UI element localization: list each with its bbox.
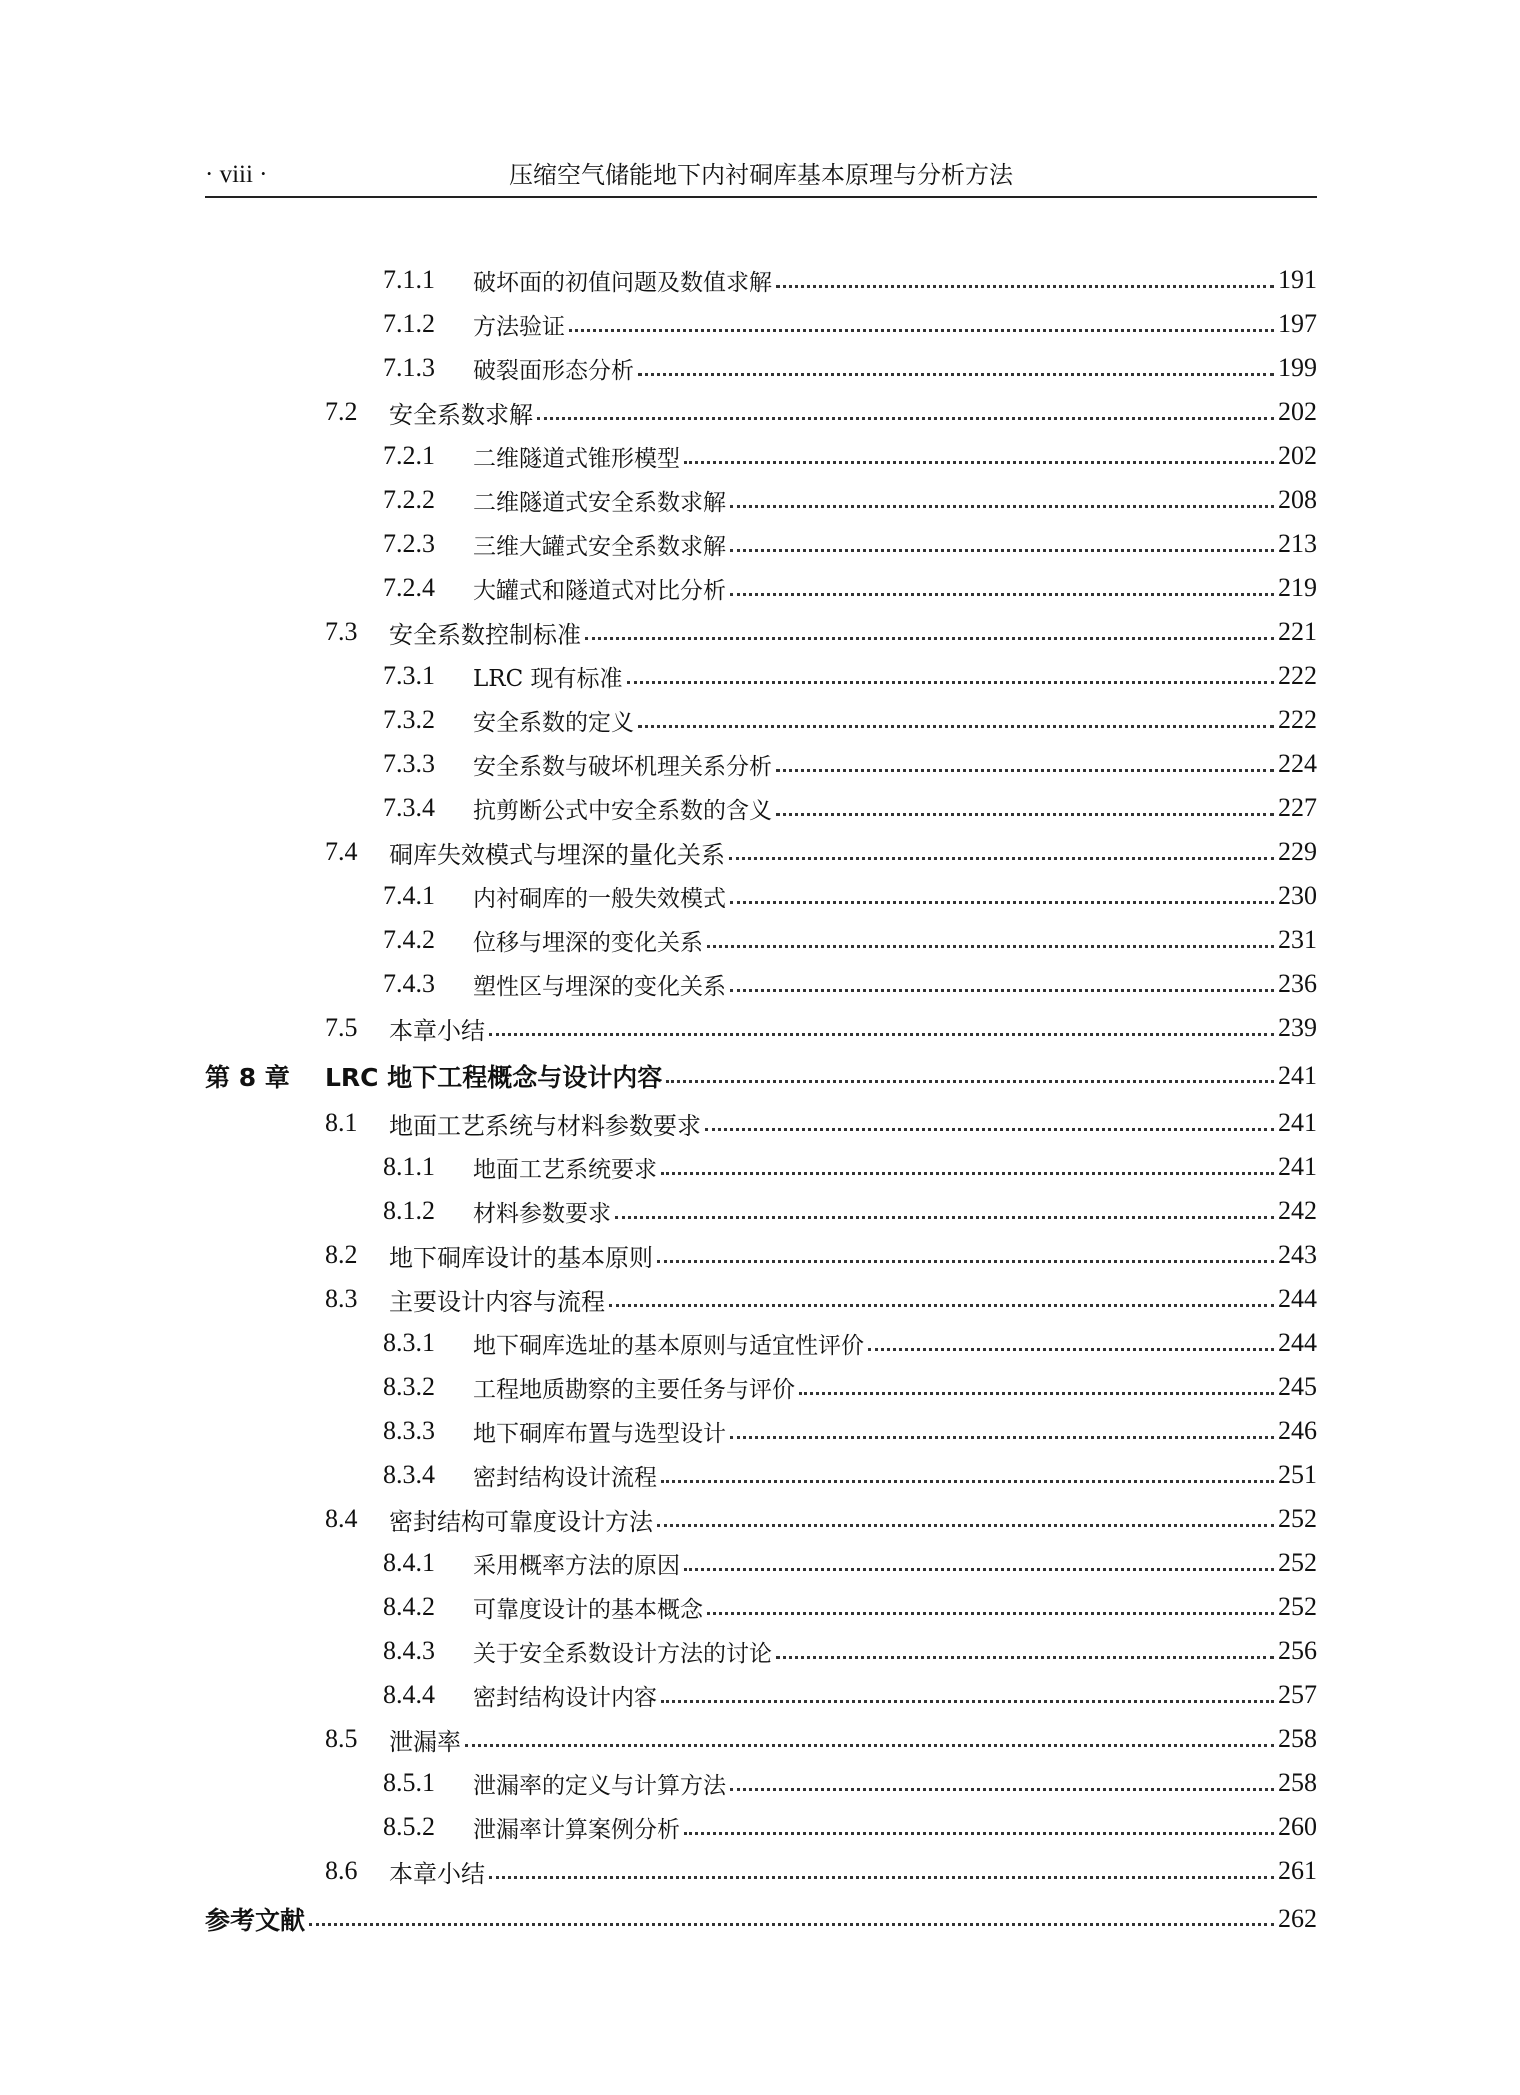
dot-leader — [707, 1610, 1274, 1615]
toc-entry-number: 7.3.2 — [383, 705, 435, 734]
dot-leader — [730, 1786, 1274, 1791]
toc-entry-title: 地面工艺系统与材料参数要求 — [389, 1111, 701, 1140]
toc-entry-number: 8.3.4 — [383, 1460, 435, 1489]
toc-entry-page: 245 — [1278, 1372, 1317, 1401]
toc-entry-number: 8.4.2 — [383, 1592, 435, 1621]
dot-leader — [684, 1830, 1274, 1835]
toc-entry-page: 243 — [1278, 1240, 1317, 1269]
toc-entry-title: 二维隧道式锥形模型 — [473, 445, 680, 472]
toc-entry-number: 7.2.3 — [383, 529, 435, 558]
toc-entry-title: 安全系数求解 — [389, 400, 533, 429]
toc-entry[interactable] — [205, 566, 1317, 610]
toc-entry[interactable] — [205, 1050, 1317, 1101]
toc-entry-page: 252 — [1278, 1548, 1317, 1577]
toc-entry[interactable] — [205, 962, 1317, 1006]
toc-entry-page: 257 — [1278, 1680, 1317, 1709]
toc-entry-page: 213 — [1278, 529, 1317, 558]
toc-entry[interactable] — [205, 1805, 1317, 1849]
toc-entry[interactable] — [205, 918, 1317, 962]
toc-entry[interactable] — [205, 1893, 1317, 1944]
toc-entry[interactable] — [205, 742, 1317, 786]
toc-entry-title: 泄漏率的定义与计算方法 — [473, 1772, 726, 1799]
toc-entry[interactable] — [205, 1189, 1317, 1233]
dot-leader — [657, 1258, 1274, 1263]
dot-leader — [661, 1478, 1274, 1483]
toc-entry[interactable] — [205, 1761, 1317, 1805]
toc-entry-page: 219 — [1278, 573, 1317, 602]
toc-entry[interactable] — [205, 1365, 1317, 1409]
dot-leader — [569, 327, 1274, 332]
toc-entry-number: 8.5.2 — [383, 1812, 435, 1841]
toc-entry[interactable] — [205, 1541, 1317, 1585]
toc-entry-page: 261 — [1278, 1856, 1317, 1885]
dot-leader — [684, 1566, 1274, 1571]
toc-entry-title: 地下硐库设计的基本原则 — [389, 1243, 653, 1272]
dot-leader — [666, 1078, 1274, 1083]
toc-entry-page: 197 — [1278, 309, 1317, 338]
toc-entry-page: 231 — [1278, 925, 1317, 954]
toc-entry[interactable] — [205, 1321, 1317, 1365]
toc-entry-page: 258 — [1278, 1724, 1317, 1753]
toc-entry-title: 可靠度设计的基本概念 — [473, 1596, 703, 1623]
toc-entry-title: 密封结构设计流程 — [473, 1464, 657, 1491]
dot-leader — [585, 635, 1274, 640]
dot-leader — [868, 1346, 1274, 1351]
toc-entry-page: 202 — [1278, 441, 1317, 470]
dot-leader — [465, 1742, 1274, 1747]
toc-entry-number: 7.1.1 — [383, 265, 435, 294]
toc-entry[interactable] — [205, 478, 1317, 522]
toc-entry-title: 破坏面的初值问题及数值求解 — [473, 269, 772, 296]
toc-entry[interactable] — [205, 1849, 1317, 1893]
toc-entry-number: 8.6 — [325, 1856, 358, 1885]
toc-entry-title: 参考文献 — [205, 1905, 306, 1935]
toc-entry-title: LRC 地下工程概念与设计内容 — [325, 1062, 663, 1092]
toc-entry[interactable] — [205, 522, 1317, 566]
toc-entry-title: 密封结构设计内容 — [473, 1684, 657, 1711]
toc-entry-page: 241 — [1278, 1152, 1317, 1181]
toc-entry-page: 199 — [1278, 353, 1317, 382]
toc-entry-title: 工程地质勘察的主要任务与评价 — [473, 1376, 795, 1403]
toc-entry-page: 244 — [1278, 1328, 1317, 1357]
toc-entry-title: 泄漏率计算案例分析 — [473, 1816, 680, 1843]
toc-entry-title: 塑性区与埋深的变化关系 — [473, 973, 726, 1000]
toc-entry-title: 破裂面形态分析 — [473, 357, 634, 384]
dot-leader — [730, 547, 1274, 552]
toc-entry-page: 191 — [1278, 265, 1317, 294]
toc-entry-title: 硐库失效模式与埋深的量化关系 — [389, 840, 725, 869]
dot-leader — [776, 767, 1274, 772]
toc-entry-page: 241 — [1278, 1060, 1317, 1090]
toc-entry[interactable] — [205, 1409, 1317, 1453]
toc-entry-title: 安全系数控制标准 — [389, 620, 581, 649]
toc-entry-title: 泄漏率 — [389, 1727, 461, 1756]
toc-entry[interactable] — [205, 698, 1317, 742]
dot-leader — [730, 591, 1274, 596]
toc-entry-number: 8.4.3 — [383, 1636, 435, 1665]
toc-entry-number: 8.1 — [325, 1108, 358, 1137]
dot-leader — [638, 723, 1274, 728]
toc-entry[interactable] — [205, 434, 1317, 478]
toc-entry-page: 224 — [1278, 749, 1317, 778]
toc-entry[interactable] — [205, 258, 1317, 302]
toc-entry-title: 密封结构可靠度设计方法 — [389, 1507, 653, 1536]
dot-leader — [730, 987, 1274, 992]
toc-entry-title: LRC 现有标准 — [473, 665, 623, 692]
dot-leader — [609, 1302, 1274, 1307]
toc-entry[interactable] — [205, 1497, 1317, 1541]
toc-entry-number: 8.4 — [325, 1504, 358, 1533]
page-number: · viii · — [205, 161, 268, 188]
toc-entry-number: 8.2 — [325, 1240, 358, 1269]
toc-entry-page: 241 — [1278, 1108, 1317, 1137]
toc-entry-page: 221 — [1278, 617, 1317, 646]
toc-entry[interactable] — [205, 654, 1317, 698]
toc-entry-title: 主要设计内容与流程 — [389, 1287, 605, 1316]
dot-leader — [661, 1698, 1274, 1703]
toc-entry[interactable] — [205, 1585, 1317, 1629]
toc-entry-number: 7.5 — [325, 1013, 358, 1042]
toc-entry-page: 230 — [1278, 881, 1317, 910]
toc-entry-page: 202 — [1278, 397, 1317, 426]
toc-entry-page: 227 — [1278, 793, 1317, 822]
toc-entry[interactable] — [205, 1673, 1317, 1717]
toc-entry-number: 8.3.1 — [383, 1328, 435, 1357]
dot-leader — [799, 1390, 1274, 1395]
dot-leader — [730, 503, 1274, 508]
dot-leader — [707, 943, 1274, 948]
toc-entry-number: 7.1.2 — [383, 309, 435, 338]
toc-entry-number: 8.4.1 — [383, 1548, 435, 1577]
dot-leader — [729, 855, 1274, 860]
toc-entry-page: 262 — [1278, 1903, 1317, 1933]
toc-entry-title: 关于安全系数设计方法的讨论 — [473, 1640, 772, 1667]
dot-leader — [684, 459, 1274, 464]
toc-entry-number: 7.3.4 — [383, 793, 435, 822]
toc-entry-page: 208 — [1278, 485, 1317, 514]
toc-entry-page: 244 — [1278, 1284, 1317, 1313]
toc-entry[interactable] — [205, 1277, 1317, 1321]
dot-leader — [776, 811, 1274, 816]
toc-entry-title: 地下硐库选址的基本原则与适宜性评价 — [473, 1332, 864, 1359]
dot-leader — [638, 371, 1274, 376]
toc-entry-number: 7.4.2 — [383, 925, 435, 954]
toc-entry-number: 7.4.1 — [383, 881, 435, 910]
toc-entry[interactable] — [205, 786, 1317, 830]
toc-entry-number: 8.3.3 — [383, 1416, 435, 1445]
toc-entry-page: 246 — [1278, 1416, 1317, 1445]
toc-entry-title: 地下硐库布置与选型设计 — [473, 1420, 726, 1447]
toc-entry-title: 抗剪断公式中安全系数的含义 — [473, 797, 772, 824]
page-header — [205, 160, 1317, 198]
toc-entry-number: 7.4 — [325, 837, 358, 866]
toc-entry-number: 8.5.1 — [383, 1768, 435, 1797]
toc-entry-page: 222 — [1278, 661, 1317, 690]
toc-entry-page: 222 — [1278, 705, 1317, 734]
toc-entry-number: 8.5 — [325, 1724, 358, 1753]
dot-leader — [615, 1214, 1274, 1219]
toc-entry-number: 8.1.1 — [383, 1152, 435, 1181]
toc-entry-title: 地面工艺系统要求 — [473, 1156, 657, 1183]
toc-entry-page: 251 — [1278, 1460, 1317, 1489]
dot-leader — [730, 899, 1274, 904]
toc-entry-number: 7.2.2 — [383, 485, 435, 514]
toc-entry[interactable] — [205, 302, 1317, 346]
toc-entry-page: 229 — [1278, 837, 1317, 866]
toc-entry-number: 第 8 章 — [205, 1062, 290, 1092]
toc-entry-title: 采用概率方法的原因 — [473, 1552, 680, 1579]
dot-leader — [627, 679, 1275, 684]
dot-leader — [705, 1126, 1274, 1131]
toc-entry-title: 安全系数与破坏机理关系分析 — [473, 753, 772, 780]
dot-leader — [657, 1522, 1274, 1527]
toc-entry-page: 242 — [1278, 1196, 1317, 1225]
toc-entry-page: 252 — [1278, 1504, 1317, 1533]
dot-leader — [489, 1031, 1274, 1036]
dot-leader — [537, 415, 1274, 420]
toc-entry-title: 方法验证 — [473, 313, 565, 340]
table-of-contents — [205, 258, 1317, 1944]
toc-entry[interactable] — [205, 346, 1317, 390]
toc-entry-title: 位移与埋深的变化关系 — [473, 929, 703, 956]
toc-entry-title: 材料参数要求 — [473, 1200, 611, 1227]
toc-entry-number: 8.3.2 — [383, 1372, 435, 1401]
toc-entry-number: 8.4.4 — [383, 1680, 435, 1709]
toc-entry-title: 二维隧道式安全系数求解 — [473, 489, 726, 516]
toc-entry-title: 安全系数的定义 — [473, 709, 634, 736]
dot-leader — [661, 1170, 1274, 1175]
toc-entry-number: 8.1.2 — [383, 1196, 435, 1225]
toc-entry-title: 大罐式和隧道式对比分析 — [473, 577, 726, 604]
dot-leader — [730, 1434, 1274, 1439]
toc-entry[interactable] — [205, 1101, 1317, 1145]
toc-entry[interactable] — [205, 1006, 1317, 1050]
toc-entry-title: 三维大罐式安全系数求解 — [473, 533, 726, 560]
toc-entry-page: 258 — [1278, 1768, 1317, 1797]
toc-entry-number: 7.1.3 — [383, 353, 435, 382]
toc-entry-number: 7.3.1 — [383, 661, 435, 690]
toc-entry[interactable] — [205, 830, 1317, 874]
toc-entry-number: 7.3.3 — [383, 749, 435, 778]
toc-entry[interactable] — [205, 1717, 1317, 1761]
toc-entry-page: 252 — [1278, 1592, 1317, 1621]
dot-leader — [776, 283, 1274, 288]
toc-entry[interactable] — [205, 874, 1317, 918]
toc-entry[interactable] — [205, 1233, 1317, 1277]
toc-entry-number: 7.2 — [325, 397, 358, 426]
dot-leader — [489, 1874, 1274, 1879]
dot-leader — [776, 1654, 1274, 1659]
dot-leader — [309, 1921, 1274, 1926]
toc-entry[interactable] — [205, 1145, 1317, 1189]
toc-entry-page: 236 — [1278, 969, 1317, 998]
toc-entry-number: 7.3 — [325, 617, 358, 646]
toc-entry-title: 内衬硐库的一般失效模式 — [473, 885, 726, 912]
toc-entry[interactable] — [205, 1629, 1317, 1673]
toc-entry-title: 本章小结 — [389, 1859, 485, 1888]
book-title: 压缩空气储能地下内衬硐库基本原理与分析方法 — [509, 161, 1013, 189]
toc-entry[interactable] — [205, 610, 1317, 654]
toc-entry-page: 260 — [1278, 1812, 1317, 1841]
toc-entry-page: 239 — [1278, 1013, 1317, 1042]
toc-entry[interactable] — [205, 1453, 1317, 1497]
toc-entry-number: 7.4.3 — [383, 969, 435, 998]
toc-entry-page: 256 — [1278, 1636, 1317, 1665]
toc-entry-number: 7.2.1 — [383, 441, 435, 470]
toc-entry-number: 7.2.4 — [383, 573, 435, 602]
toc-entry[interactable] — [205, 390, 1317, 434]
toc-entry-title: 本章小结 — [389, 1016, 485, 1045]
toc-entry-number: 8.3 — [325, 1284, 358, 1313]
